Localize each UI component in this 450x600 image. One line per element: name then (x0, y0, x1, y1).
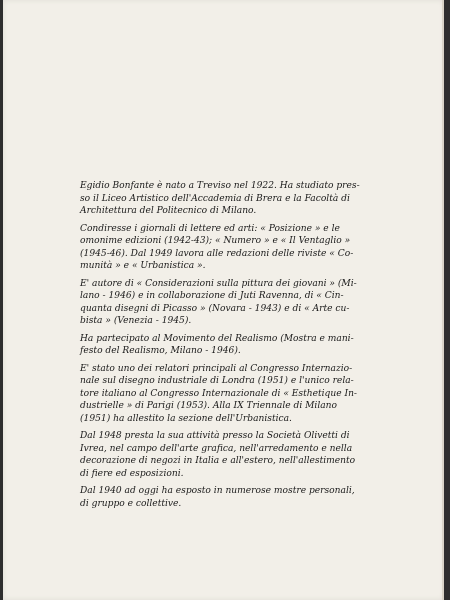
text-line: (1945-46). Dal 1949 lavora alle redazioni delle riviste « Co- (80, 248, 354, 259)
text-line: Ha partecipato al Movimento del Realismo (Mostra e mani- (80, 333, 354, 344)
paragraph-journals (80, 223, 369, 273)
text-line: so il Liceo Artistico dell'Accademia di Brera e la Facoltà di (80, 193, 350, 204)
paragraph-birth-education (80, 180, 369, 218)
text-line: Egidio Bonfante è nato a Treviso nel 1922. Ha studiato pres- (80, 181, 360, 191)
paragraph-realism (80, 333, 369, 358)
paragraph-exhibitions (80, 485, 369, 510)
text-line: E' stato uno dei relatori principali al Congresso Internazio- (80, 363, 353, 374)
text-line: (1951) ha allestito la sezione dell'Urbanistica. (80, 413, 292, 424)
text-line: nale sul disegno industriale di Londra (1951) e l'unico rela- (80, 376, 354, 386)
text-line: E' autore di « Considerazioni sulla pittura dei giovani » (Mi- (80, 278, 357, 289)
text-line: Dal 1948 presta la sua attività presso la Società Olivetti di (80, 431, 350, 441)
text-line: tore italiano al Congresso Internazionale di « Esthetique In- (80, 388, 358, 399)
text-line: quanta disegni di Picasso » (Novara - 1943) e di « Arte cu- (80, 303, 350, 314)
text-line: Ivrea, nel campo dell'arte grafica, nell'arredamento e nella (80, 443, 353, 454)
biography-text (80, 180, 369, 515)
text-line: Architettura del Politecnico di Milano. (80, 206, 257, 216)
text-line: bista » (Venezia - 1945). (80, 316, 192, 326)
text-line: dustrielle » di Parigi (1953). Alla IX Triennale di Milano (80, 401, 338, 411)
paragraph-publications (80, 278, 369, 328)
text-line: lano - 1946) e in collaborazione di Juti Ravenna, di « Cin- (80, 291, 344, 301)
text-line: decorazione di negozi in Italia e all'estero, nell'allestimento (80, 456, 356, 466)
paragraph-congresses (80, 363, 369, 426)
page-edge (442, 0, 444, 600)
text-line: Dal 1940 ad oggi ha esposto in numerose mostre personali, (80, 486, 355, 496)
text-line: Condiresse i giornali di lettere ed arti: « Posizione » e le (80, 223, 340, 234)
text-line: munità » e « Urbanistica ». (80, 261, 206, 271)
text-line: di gruppo e collettive. (80, 498, 182, 509)
paragraph-olivetti (80, 430, 369, 480)
document-page (3, 0, 444, 600)
text-line: festo del Realismo, Milano - 1946). (80, 346, 241, 356)
text-line: di fiere ed esposizioni. (80, 468, 184, 479)
text-line: omonime edizioni (1942-43); « Numero » e « Il Ventaglio » (80, 236, 351, 246)
